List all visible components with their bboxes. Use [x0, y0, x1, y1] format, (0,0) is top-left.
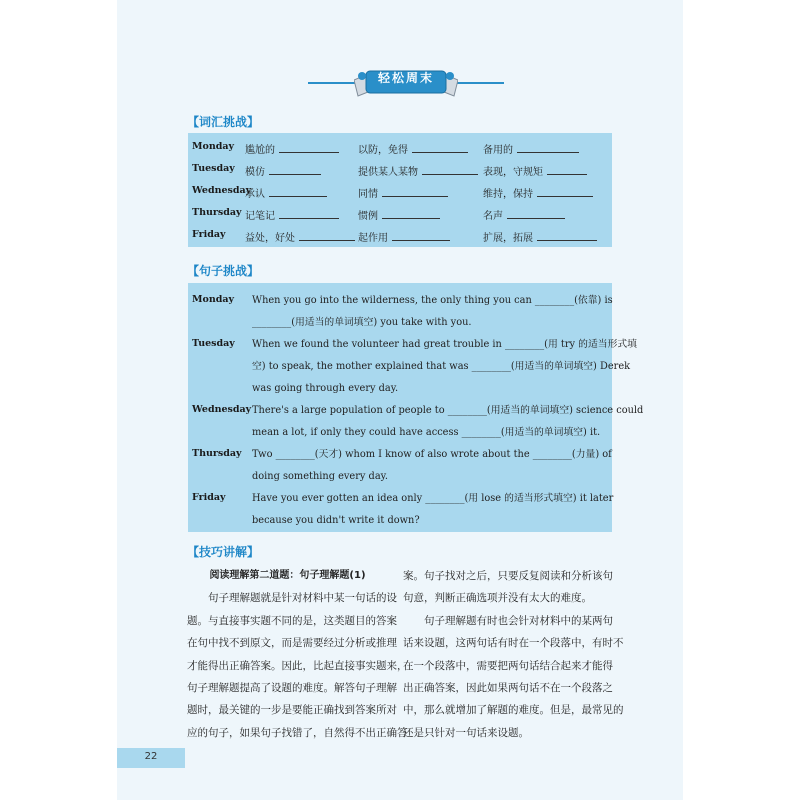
banner-title: 轻松周末: [377, 71, 434, 85]
tips-line: 句子理解题有时也会针对材料中的某两句: [424, 614, 613, 627]
vocab-cell: [358, 207, 440, 222]
vocab-word: 扩展，拓展: [483, 233, 533, 244]
sentence-line: There's a large population of people to ________(用适当的单词填空) science could: [252, 405, 644, 416]
vocab-cell: [483, 185, 593, 200]
tips-line: 中，那么就增加了解题的难度。但是，最常见的: [403, 704, 624, 717]
tips-section-title: 【技巧讲解】: [187, 545, 260, 559]
weekend-banner: [308, 62, 504, 102]
sentence-line: mean a lot, if only they could have access ________(用适当的单词填空) it.: [252, 427, 601, 438]
vocab-word: 益处，好处: [245, 233, 295, 244]
vocab-cell: [245, 163, 321, 178]
vocab-day: Tuesday: [192, 163, 235, 174]
vocab-cell: [358, 229, 450, 244]
vocab-cell: [245, 141, 339, 156]
vocab-table: [188, 133, 612, 247]
sentence-line: ________(用适当的单词填空) you take with you.: [252, 317, 472, 328]
tips-line: 题。与直接事实题不同的是，这类题目的答案: [187, 614, 397, 627]
sentence-table: [188, 283, 644, 532]
sentence-day: Friday: [192, 492, 226, 503]
sentence-line: When we found the volunteer had great trouble in ________(用 try 的适当形式填: [252, 339, 637, 350]
answer-blank[interactable]: [517, 143, 579, 153]
answer-blank[interactable]: [507, 209, 565, 219]
vocab-word: 起作用: [358, 233, 388, 244]
vocab-word: 维持，保持: [483, 189, 533, 200]
vocab-day: Wednesday: [192, 185, 252, 196]
answer-blank[interactable]: [547, 165, 587, 175]
vocab-row: [188, 226, 612, 248]
vocab-word: 尴尬的: [245, 145, 275, 156]
answer-blank[interactable]: [412, 143, 468, 153]
sentence-day: Monday: [192, 294, 235, 305]
vocab-word: 表现，守规矩: [483, 167, 543, 178]
answer-blank[interactable]: [537, 231, 597, 241]
vocab-row: [188, 182, 612, 204]
tips-line: 案。句子找对之后，只要反复阅读和分析该句: [403, 570, 613, 582]
sentence-line: was going through every day.: [252, 383, 399, 394]
vocab-cell: [483, 229, 597, 244]
vocab-day: Thursday: [192, 207, 242, 218]
vocab-cell: [358, 163, 478, 178]
answer-blank[interactable]: [299, 231, 355, 241]
vocab-row: [188, 160, 612, 182]
tips-line: 应的句子，如果句子找错了，自然得不出正确答: [187, 726, 408, 739]
tips-body: [187, 565, 624, 765]
vocab-word: 以防，免得: [358, 145, 408, 156]
vocab-cell: [245, 207, 339, 222]
answer-blank[interactable]: [422, 165, 478, 175]
tips-line: 话来设题，这两句话有时在一个段落中，有时不: [403, 637, 624, 650]
sentence-line: Have you ever gotten an idea only ________(用 lose 的适当形式填空) it later: [252, 493, 614, 504]
answer-blank[interactable]: [269, 187, 327, 197]
tips-right-column: [403, 565, 624, 744]
vocab-word: 惯例: [358, 211, 378, 222]
sentence-line: 空) to speak, the mother explained that was ________(用适当的单词填空) Derek: [252, 361, 631, 372]
vocab-word: 记笔记: [245, 211, 275, 222]
vocab-cell: [245, 229, 355, 244]
answer-blank[interactable]: [382, 187, 448, 197]
vocab-word: 备用的: [483, 145, 513, 156]
sentence-line: Two ________(天才) whom I know of also wrote about the ________(力量) of: [252, 449, 612, 460]
answer-blank[interactable]: [279, 143, 339, 153]
page-number-bar: [117, 748, 185, 768]
tips-line: 句意，判断正确选项并没有太大的难度。: [403, 592, 592, 605]
vocab-cell: [358, 141, 468, 156]
tips-line: 还是只针对一句话来设题。: [403, 726, 529, 739]
tips-left-column: [187, 565, 408, 744]
vocab-word: 模仿: [245, 167, 265, 178]
sentence-day: Tuesday: [192, 338, 235, 349]
answer-blank[interactable]: [382, 209, 440, 219]
vocab-cell: [483, 141, 579, 156]
tips-line: 句子理解题提高了设题的难度。解答句子理解: [187, 681, 397, 694]
page-number: 22: [144, 751, 158, 762]
vocab-section-title: 【词汇挑战】: [187, 115, 260, 129]
vocab-row: [188, 204, 612, 226]
sentence-day: Wednesday: [192, 404, 252, 415]
vocab-row: [188, 138, 612, 160]
vocab-word: 同情: [358, 189, 378, 200]
vocab-word: 名声: [483, 211, 503, 222]
answer-blank[interactable]: [392, 231, 450, 241]
tips-subheading: 阅读理解第二道题：句子理解题(1): [209, 570, 366, 581]
tips-line: 才能得出正确答案。因此，比起直接事实题来，: [187, 659, 408, 672]
tips-line: 在一个段落中，需要把两句话结合起来才能得: [403, 659, 613, 672]
answer-blank[interactable]: [279, 209, 339, 219]
answer-blank[interactable]: [269, 165, 321, 175]
sentence-line: because you didn't write it down?: [252, 515, 420, 526]
vocab-cell: [483, 163, 587, 178]
sentence-section-title: 【句子挑战】: [187, 264, 260, 278]
answer-blank[interactable]: [537, 187, 593, 197]
vocab-day: Friday: [192, 229, 226, 240]
sentence-line: When you go into the wilderness, the only thing you can ________(依靠) is: [252, 295, 613, 306]
tips-line: 出正确答案，因此如果两句话不在一个段落之: [403, 681, 613, 694]
sentence-line: doing something every day.: [252, 471, 389, 482]
vocab-word: 提供某人某物: [358, 167, 418, 178]
sentence-day: Thursday: [192, 448, 242, 459]
tips-line: 句子理解题就是针对材料中某一句话的设: [208, 592, 397, 605]
vocab-cell: [358, 185, 448, 200]
tips-line: 题时，最关键的一步是要能正确找到答案所对: [187, 704, 397, 717]
tips-line: 在句中找不到原文，而是需要经过分析或推理: [187, 637, 397, 650]
vocab-day: Monday: [192, 141, 235, 152]
vocab-cell: [483, 207, 565, 222]
vocab-word: 承认: [245, 189, 265, 200]
vocab-cell: [245, 185, 327, 200]
